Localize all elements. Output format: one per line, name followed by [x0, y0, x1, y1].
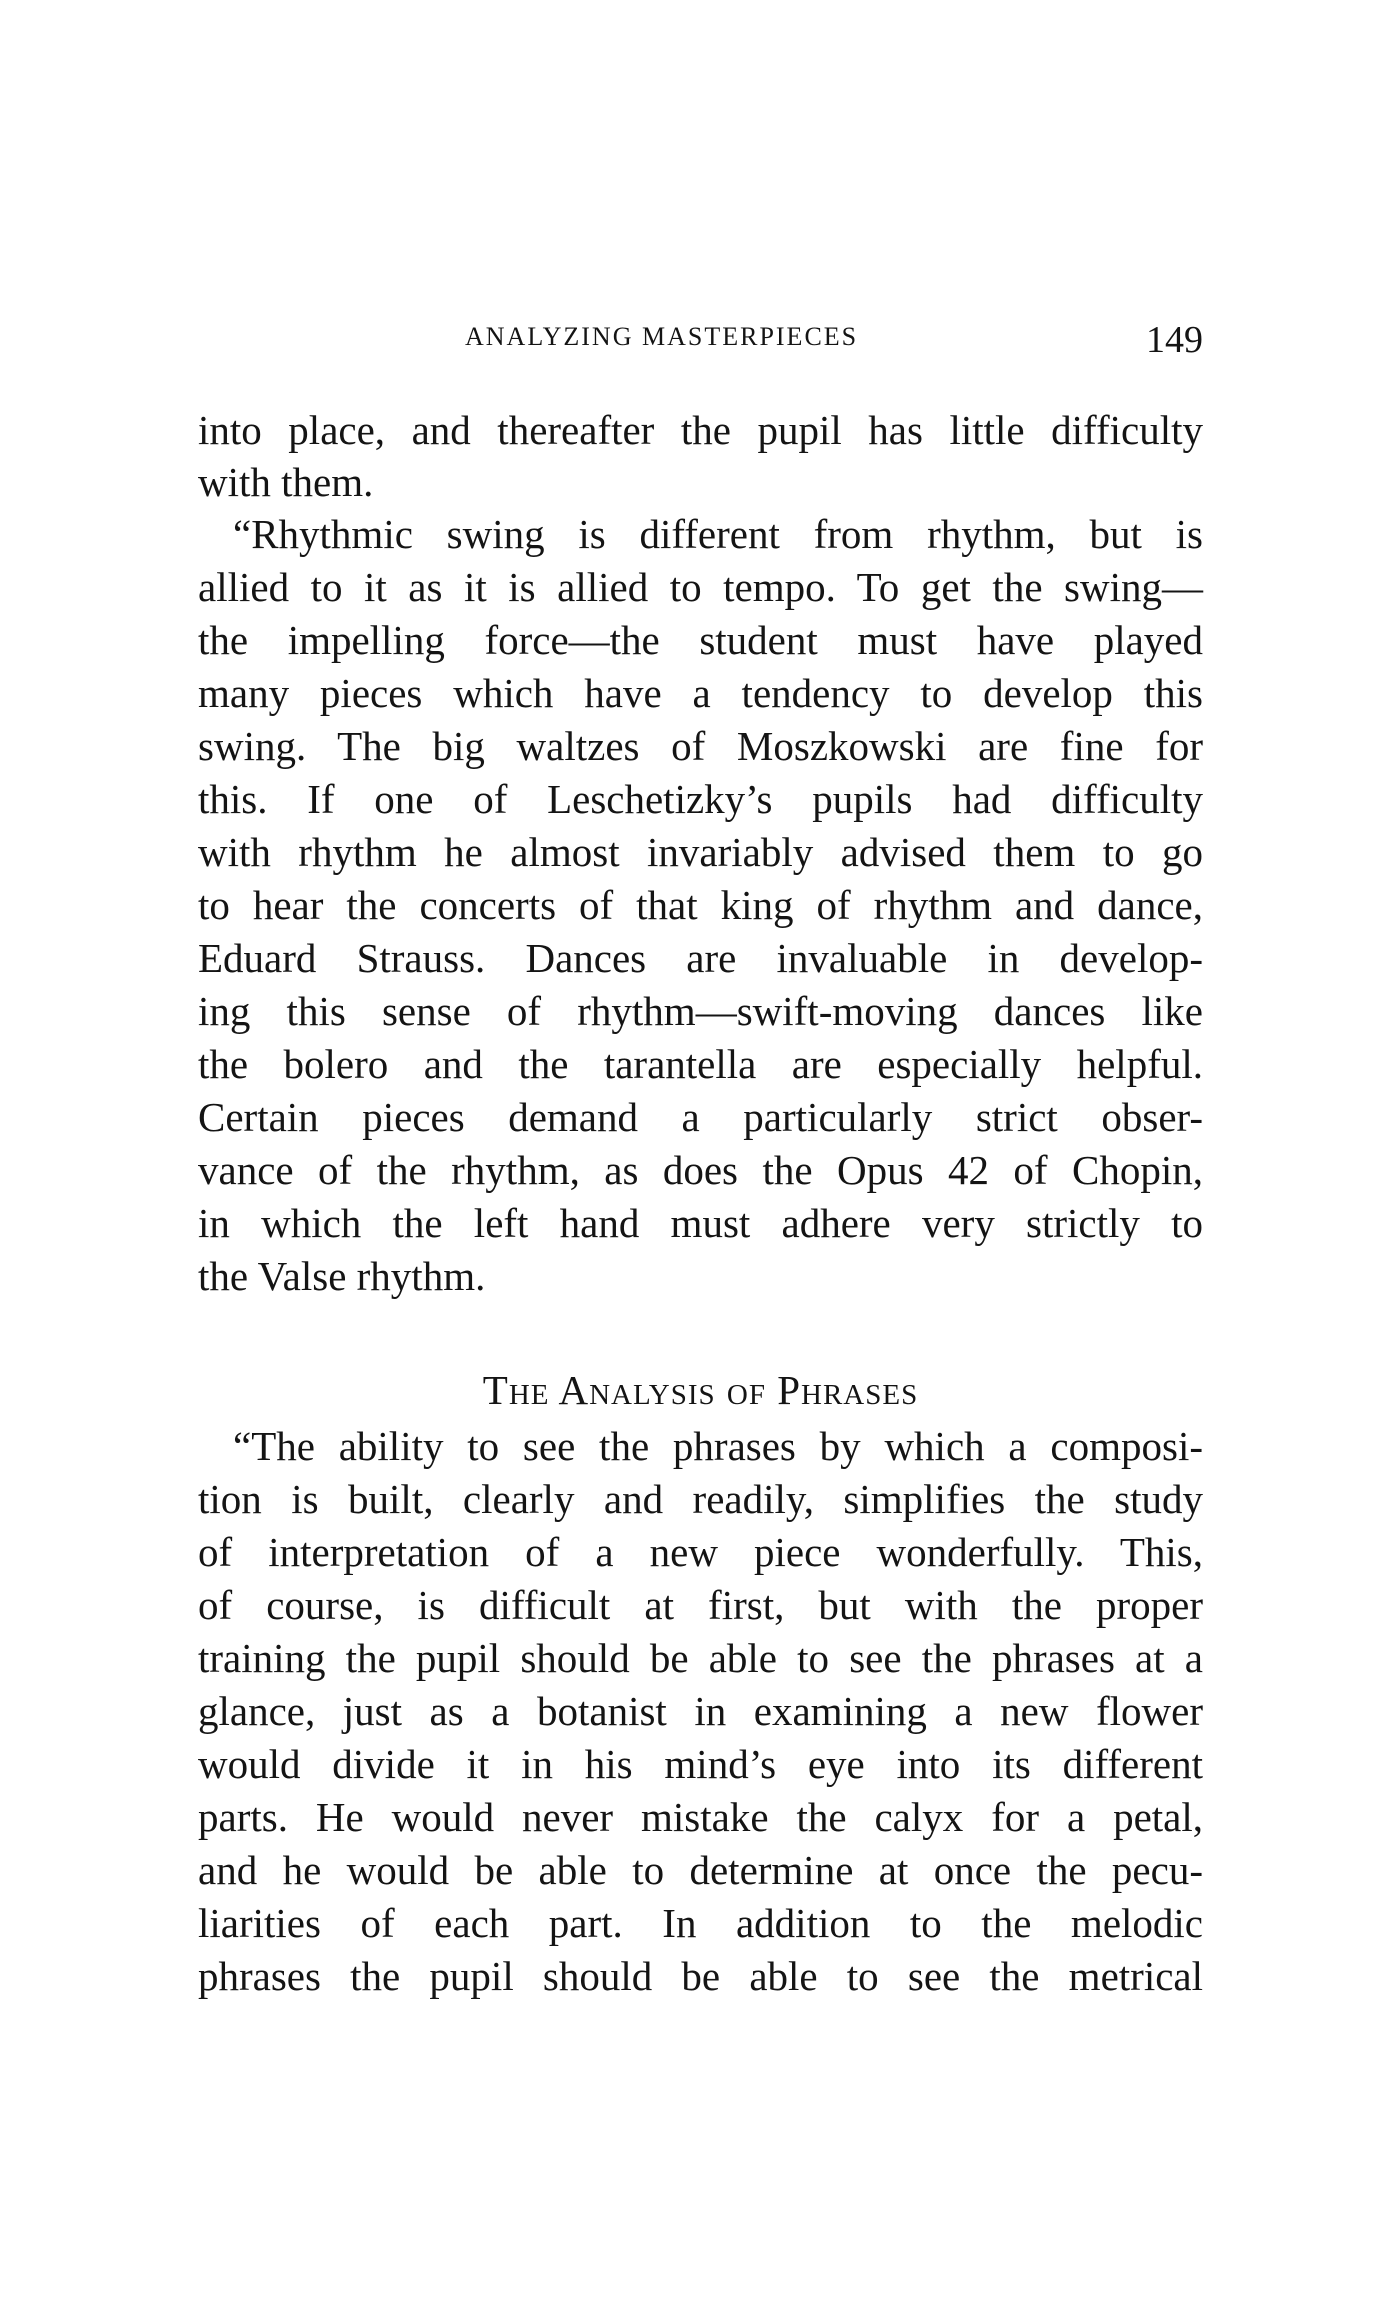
text-line: of course, is difficult at first, but with the proper	[198, 1582, 1203, 1628]
text-line: to hear the concerts of that king of rhythm and dance,	[198, 882, 1203, 928]
text-line: glance, just as a botanist in examining a new flower	[198, 1688, 1203, 1734]
text-line: ing this sense of rhythm—swift-moving dances like	[198, 988, 1203, 1034]
text-line: training the pupil should be able to see the phrases at a	[198, 1635, 1203, 1681]
text-line: with rhythm he almost invariably advised them to go	[198, 829, 1203, 875]
section-heading: The Analysis of Phrases	[482, 1367, 919, 1413]
text-line: with them.	[198, 459, 374, 505]
text-line: allied to it as it is allied to tempo. To get the swing—	[198, 564, 1203, 610]
text-line: would divide it in his mind’s eye into its different	[198, 1741, 1203, 1787]
text-line: tion is built, clearly and readily, simplifies the study	[198, 1476, 1203, 1522]
text-line: many pieces which have a tendency to develop this	[198, 670, 1203, 716]
text-line: phrases the pupil should be able to see the metrical	[198, 1953, 1203, 1999]
text-line: swing. The big waltzes of Moszkowski are fine for	[198, 723, 1203, 769]
text-line: liarities of each part. In addition to the melodic	[198, 1900, 1203, 1946]
text-line: “The ability to see the phrases by which a composi-	[233, 1423, 1203, 1469]
text-line: and he would be able to determine at once the pecu-	[198, 1847, 1203, 1893]
page-number: 149	[1146, 319, 1203, 361]
text-line: “Rhythmic swing is different from rhythm, but is	[233, 511, 1203, 557]
text-line: into place, and thereafter the pupil has little difficulty	[198, 407, 1203, 453]
text-line: the impelling force—the student must have played	[198, 617, 1203, 663]
running-title: ANALYZING MASTERPIECES	[465, 322, 859, 351]
text-line: vance of the rhythm, as does the Opus 42 of Chopin,	[198, 1147, 1203, 1193]
text-line: Eduard Strauss. Dances are invaluable in develop-	[198, 935, 1203, 981]
text-line: Certain pieces demand a particularly strict obser-	[198, 1094, 1203, 1140]
text-line: the bolero and the tarantella are especially helpful.	[198, 1041, 1203, 1087]
text-line: of interpretation of a new piece wonderfully. This,	[198, 1529, 1203, 1575]
text-line: parts. He would never mistake the calyx for a petal,	[198, 1794, 1203, 1840]
text-line: this. If one of Leschetizky’s pupils had difficulty	[198, 776, 1203, 822]
running-head	[198, 318, 1203, 368]
text-line: the Valse rhythm.	[198, 1253, 486, 1299]
text-line: in which the left hand must adhere very strictly to	[198, 1200, 1203, 1246]
